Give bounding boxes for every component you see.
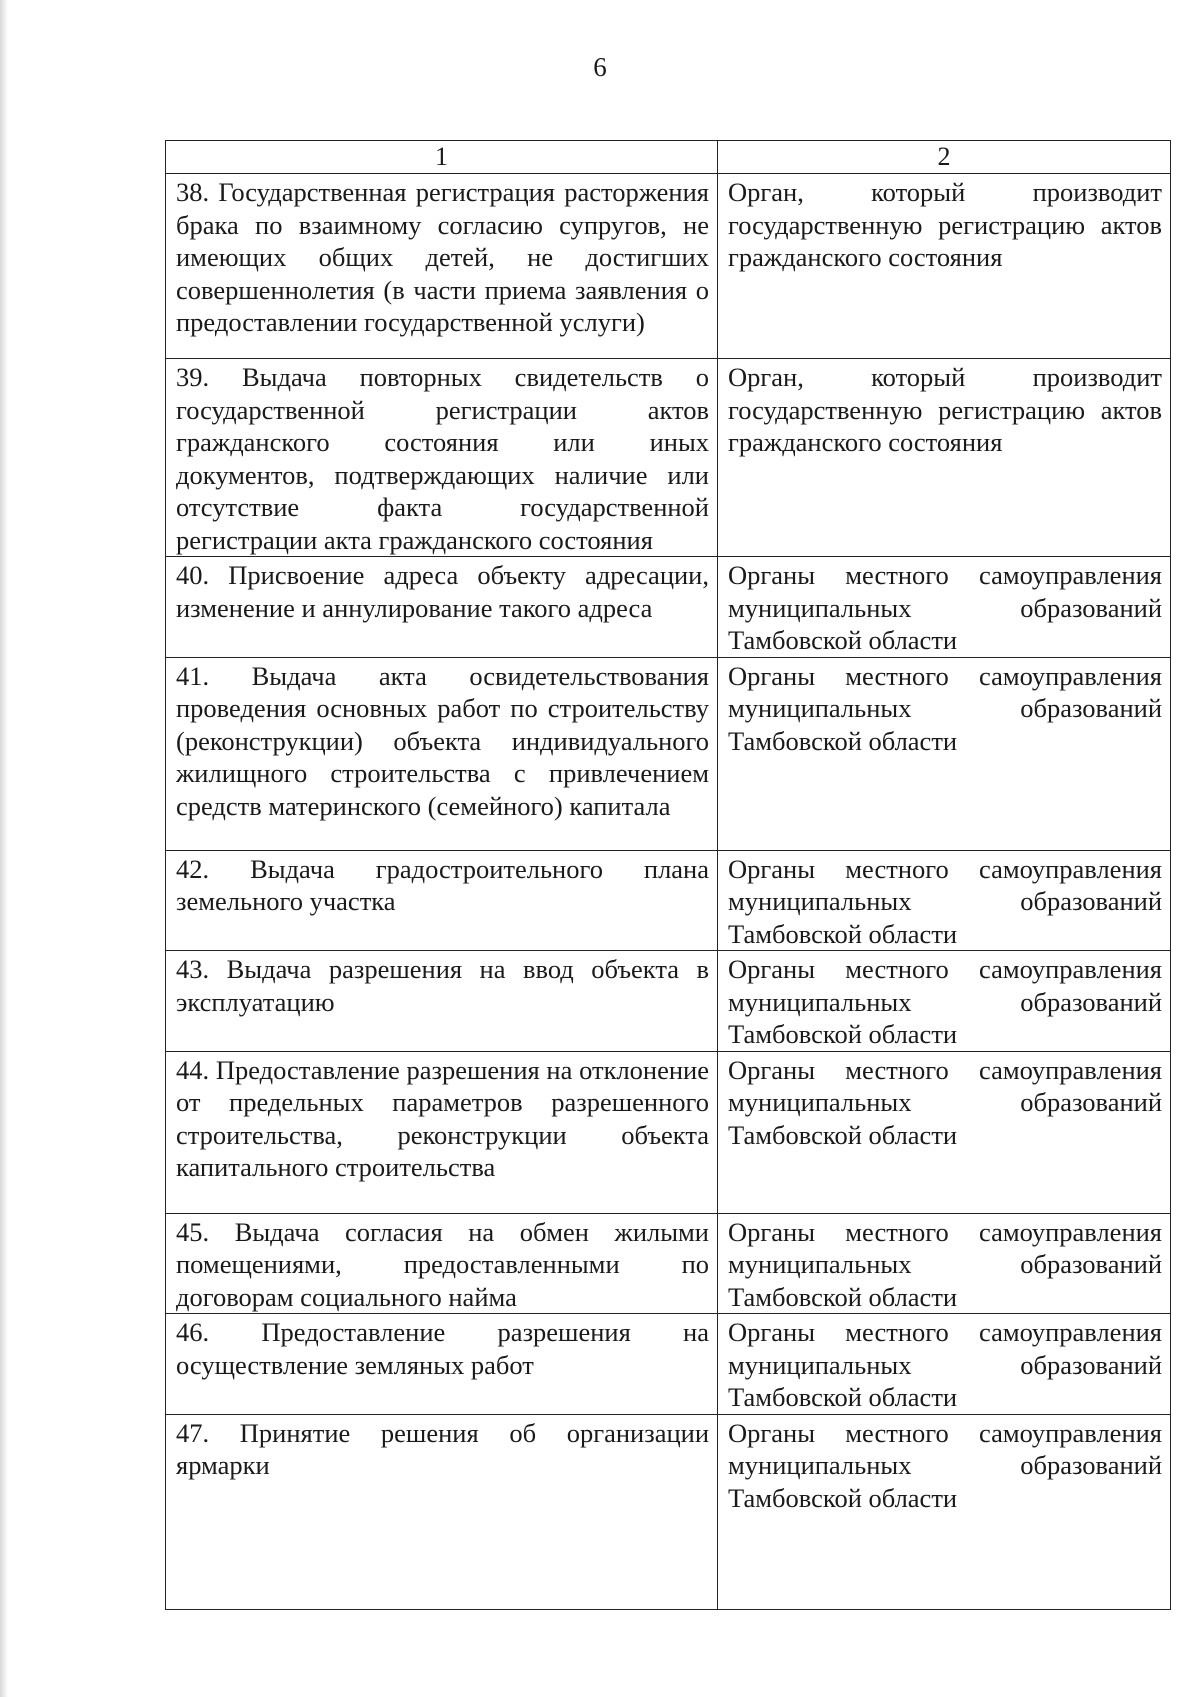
authority-cell: Орган, который производит государственную регистрацию актов гражданского состояния [718, 174, 1171, 359]
service-cell: 45. Выдача согласия на обмен жилыми помещениями, предоставленными по договорам социального найма [166, 1213, 718, 1314]
services-table [165, 140, 1171, 1610]
page-number: 6 [593, 52, 607, 82]
authority-cell: Органы местного самоуправления муниципальных образований Тамбовской области [718, 1213, 1171, 1314]
service-cell: 41. Выдача акта освидетельствования проведения основных работ по строительству (реконструкции) объекта индивидуального жилищного строительства с привлечением средств материнского (семейного) капитала [166, 657, 718, 850]
table-row [166, 557, 1171, 658]
table-row [166, 1314, 1171, 1415]
authority-cell: Органы местного самоуправления муниципальных образований Тамбовской области [718, 657, 1171, 850]
service-cell: 44. Предоставление разрешения на отклонение от предельных параметров разрешенного строительства, реконструкции объекта капитального строительства [166, 1051, 718, 1213]
column-header-1: 1 [166, 141, 718, 174]
table-header-row [166, 141, 1171, 174]
authority-cell: Органы местного самоуправления муниципальных образований Тамбовской области [718, 1314, 1171, 1415]
table-row [166, 951, 1171, 1052]
table-row [166, 1414, 1171, 1609]
service-cell: 39. Выдача повторных свидетельств о государственной регистрации актов гражданского состояния или иных документов, подтверждающих наличие или отсутствие факта государственной регистрации акта гражданского состояния [166, 359, 718, 557]
table-row [166, 657, 1171, 850]
table-row [166, 359, 1171, 557]
service-cell: 40. Присвоение адреса объекту адресации, изменение и аннулирование такого адреса [166, 557, 718, 658]
table-row [166, 1051, 1171, 1213]
authority-cell: Органы местного самоуправления муниципальных образований Тамбовской области [718, 1051, 1171, 1213]
authority-cell: Орган, который производит государственную регистрацию актов гражданского состояния [718, 359, 1171, 557]
authority-cell: Органы местного самоуправления муниципальных образований Тамбовской области [718, 850, 1171, 951]
service-cell: 38. Государственная регистрация расторжения брака по взаимному согласию супругов, не имеющих общих детей, не достигших совершеннолетия (в части приема заявления о предоставлении государственной услуги) [166, 174, 718, 359]
table-row [166, 1213, 1171, 1314]
service-cell: 43. Выдача разрешения на ввод объекта в эксплуатацию [166, 951, 718, 1052]
scan-edge-shadow [0, 0, 8, 1697]
authority-cell: Органы местного самоуправления муниципальных образований Тамбовской области [718, 951, 1171, 1052]
table-row [166, 850, 1171, 951]
authority-cell: Органы местного самоуправления муниципальных образований Тамбовской области [718, 557, 1171, 658]
service-cell: 47. Принятие решения об организации ярмарки [166, 1414, 718, 1609]
service-cell: 42. Выдача градостроительного плана земельного участка [166, 850, 718, 951]
authority-cell: Органы местного самоуправления муниципальных образований Тамбовской области [718, 1414, 1171, 1609]
column-header-2: 2 [718, 141, 1171, 174]
service-cell: 46. Предоставление разрешения на осуществление земляных работ [166, 1314, 718, 1415]
table-row [166, 174, 1171, 359]
